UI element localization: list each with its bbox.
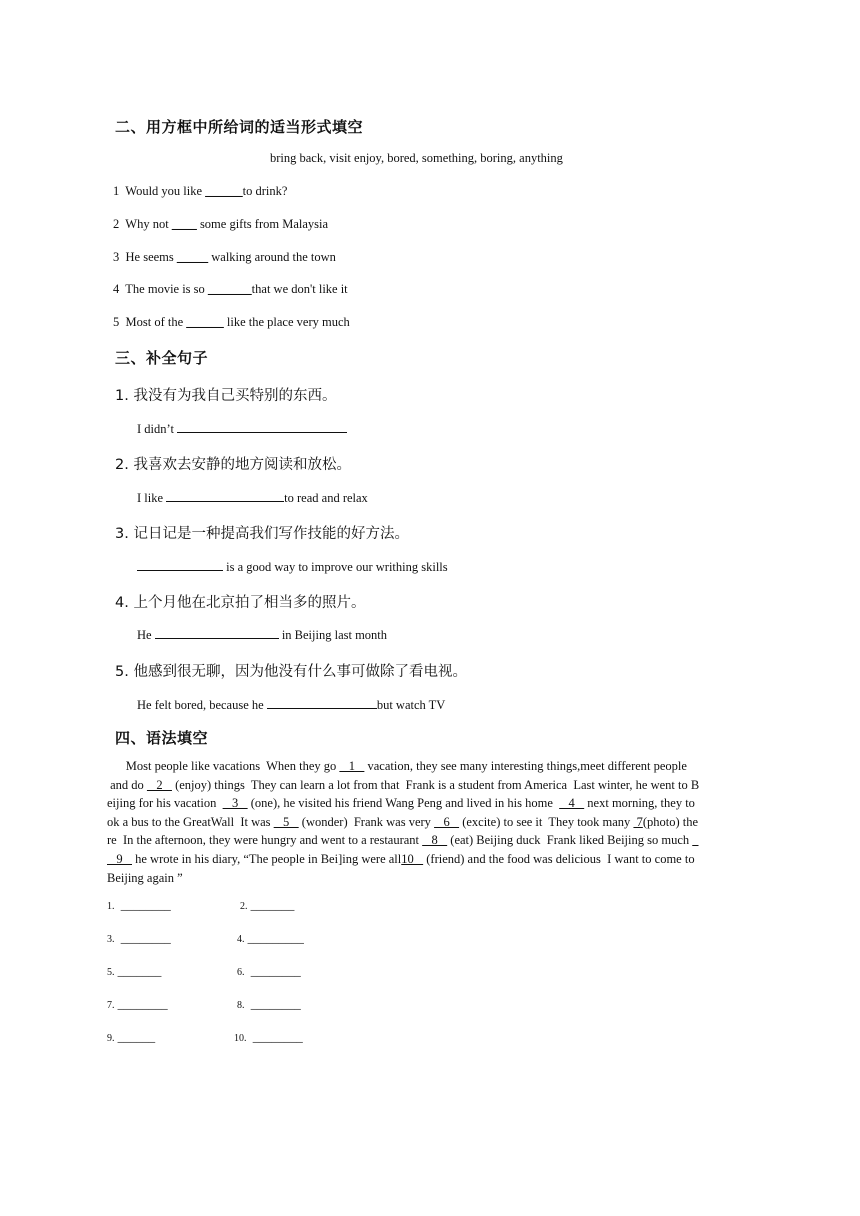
answer-number: 2.	[240, 901, 248, 912]
item-number: 4	[113, 282, 120, 296]
item-number: 2	[113, 217, 120, 231]
s3-answer-1	[137, 420, 347, 437]
answer-number: 8.	[237, 1000, 245, 1011]
item-text-before: The movie is so	[125, 282, 208, 296]
item-text-after: walking around the town	[208, 250, 336, 264]
item-number: 3	[113, 250, 120, 264]
answer-9	[107, 1030, 155, 1045]
item-number: 5	[113, 315, 120, 329]
sentence-before: I like	[137, 491, 167, 505]
item-number: 1	[113, 184, 120, 198]
s3-prompt-4: 4. 上个月他在北京拍了相当多的照片。	[115, 595, 366, 611]
answer-blank[interactable]: _____	[176, 250, 209, 264]
s3-answer-3	[137, 558, 448, 575]
s2-item-5	[113, 315, 350, 330]
answer-number: 5.	[107, 967, 115, 978]
s3-prompt-2: 2. 我喜欢去安静的地方阅读和放松。	[115, 457, 351, 473]
cloze-blank[interactable]: 4	[559, 796, 585, 811]
s2-item-4	[113, 282, 348, 297]
answer-1	[107, 898, 171, 913]
answer-blank[interactable]: ________	[252, 1030, 303, 1044]
cloze-blank[interactable]: 7	[633, 814, 643, 829]
answer-blank[interactable]	[166, 489, 284, 502]
cloze-blank[interactable]: 9	[107, 852, 132, 866]
answer-blank[interactable]: ________	[120, 898, 171, 912]
sentence-after: is a good way to improve our writhing skills	[223, 560, 448, 574]
answer-blank[interactable]: ________	[250, 964, 301, 978]
cloze-text: (photo) the	[642, 814, 699, 829]
answer-10	[234, 1030, 303, 1045]
answer-blank[interactable]: _________	[247, 931, 304, 945]
answer-number: 6.	[237, 967, 245, 978]
cloze-text: Most people like vacations When they go	[107, 759, 340, 773]
answer-blank[interactable]: ________	[117, 997, 168, 1011]
cloze-line	[107, 869, 183, 887]
s3-prompt-5: 5. 他感到很无聊，因为他没有什么事可做除了看电视。	[115, 664, 467, 680]
s3-answer-5	[137, 696, 445, 713]
cloze-text: (friend) and the food was delicious I want to come to	[423, 852, 695, 866]
section4-title: 四、语法填空	[115, 729, 209, 747]
cloze-line	[107, 850, 695, 868]
answer-number: 4.	[237, 934, 245, 945]
sentence-after: to read and relax	[284, 491, 368, 505]
s3-prompt-1: 1. 我没有为我自己买特别的东西。	[115, 388, 337, 404]
cloze-text: next morning, they to	[584, 796, 695, 811]
sentence-before: I didn’t	[137, 422, 178, 436]
answer-blank[interactable]: _______	[207, 282, 252, 296]
cloze-text: Beijing again ”	[107, 870, 183, 885]
section3-title: 三、补全句子	[115, 349, 209, 367]
s3-answer-2	[137, 489, 368, 506]
word-box: bring back, visit enjoy, bored, something, boring, anything	[270, 151, 563, 165]
item-text-before: Would you like	[125, 184, 206, 198]
answer-blank[interactable]: _______	[250, 898, 295, 912]
answer-blank[interactable]	[177, 420, 347, 433]
item-text-after: some gifts from Malaysia	[196, 217, 329, 231]
cloze-blank[interactable]: 5	[273, 814, 299, 829]
cloze-text: (wonder) Frank was very	[298, 814, 435, 829]
cloze-text: ok a bus to the GreatWall It was	[107, 814, 274, 829]
cloze-line	[107, 813, 698, 831]
answer-number: 7.	[107, 1000, 115, 1011]
cloze-blank[interactable]: 10	[401, 852, 424, 866]
answer-blank[interactable]: ______	[205, 184, 243, 198]
s2-item-2	[113, 217, 328, 232]
cloze-text: (enjoy) things They can learn a lot from that Frank is a student from America Last winter, he went to B	[171, 777, 700, 792]
cloze-blank[interactable]: 6	[434, 814, 460, 829]
sentence-before: He felt bored, because he	[137, 698, 267, 712]
s2-item-1	[113, 184, 287, 199]
cloze-text: eijing for his vacation	[107, 796, 223, 811]
cloze-blank[interactable]: 1	[339, 759, 365, 773]
cloze-line	[107, 776, 699, 794]
answer-5	[107, 964, 161, 979]
section2-title: 二、用方框中所给词的适当形式填空	[115, 118, 364, 136]
answer-2	[240, 898, 294, 913]
answer-blank[interactable]: ____	[171, 217, 197, 231]
answer-3	[107, 931, 171, 946]
answer-blank[interactable]: ______	[117, 1030, 156, 1044]
item-text-after: to drink?	[242, 184, 288, 198]
item-text-before: Why not	[125, 217, 172, 231]
answer-number: 3.	[107, 934, 115, 945]
answer-blank[interactable]: ______	[186, 315, 224, 329]
cloze-blank[interactable]: 3	[222, 796, 248, 811]
answer-4	[237, 931, 304, 946]
cloze-text: vacation, they see many interesting things,meet different people	[364, 759, 687, 773]
answer-blank[interactable]	[267, 696, 377, 709]
item-text-before: He seems	[125, 250, 177, 264]
cloze-blank[interactable]	[692, 833, 698, 847]
cloze-text: he wrote in his diary, “The people in Bei]ing were all	[132, 852, 402, 866]
item-text-after: that we don't like it	[251, 282, 348, 296]
answer-blank[interactable]: ________	[120, 931, 171, 945]
answer-blank[interactable]	[155, 626, 279, 639]
cloze-text: (eat) Beijing duck Frank liked Beijing so much	[447, 833, 693, 848]
cloze-text: (excite) to see it They took many	[459, 814, 634, 829]
cloze-blank[interactable]: 8	[422, 833, 448, 848]
answer-8	[237, 997, 301, 1012]
cloze-blank[interactable]: 2	[146, 777, 172, 792]
answer-6	[237, 964, 301, 979]
answer-number: 10.	[234, 1033, 247, 1044]
cloze-line	[107, 794, 695, 812]
sentence-after: but watch TV	[376, 698, 446, 712]
answer-7	[107, 997, 168, 1012]
cloze-text: (one), he visited his friend Wang Peng and lived in his home	[247, 796, 560, 811]
item-text-after: like the place very much	[223, 315, 350, 329]
cloze-line	[107, 757, 687, 775]
cloze-line	[107, 831, 699, 849]
answer-blank[interactable]: ________	[250, 997, 301, 1011]
s2-item-3	[113, 250, 336, 265]
answer-blank[interactable]	[137, 558, 223, 571]
answer-blank[interactable]: _______	[117, 964, 162, 978]
sentence-after: in Beijing last month	[278, 628, 388, 642]
cloze-text: re In the afternoon, they were hungry and went to a restaurant	[107, 833, 423, 848]
answer-number: 1.	[107, 901, 115, 912]
item-text-before: Most of the	[125, 315, 187, 329]
cloze-text: and do	[107, 777, 147, 792]
answer-number: 9.	[107, 1033, 115, 1044]
s3-prompt-3: 3. 记日记是一种提高我们写作技能的好方法。	[115, 526, 409, 542]
s3-answer-4	[137, 626, 387, 643]
sentence-before: He	[137, 628, 155, 642]
